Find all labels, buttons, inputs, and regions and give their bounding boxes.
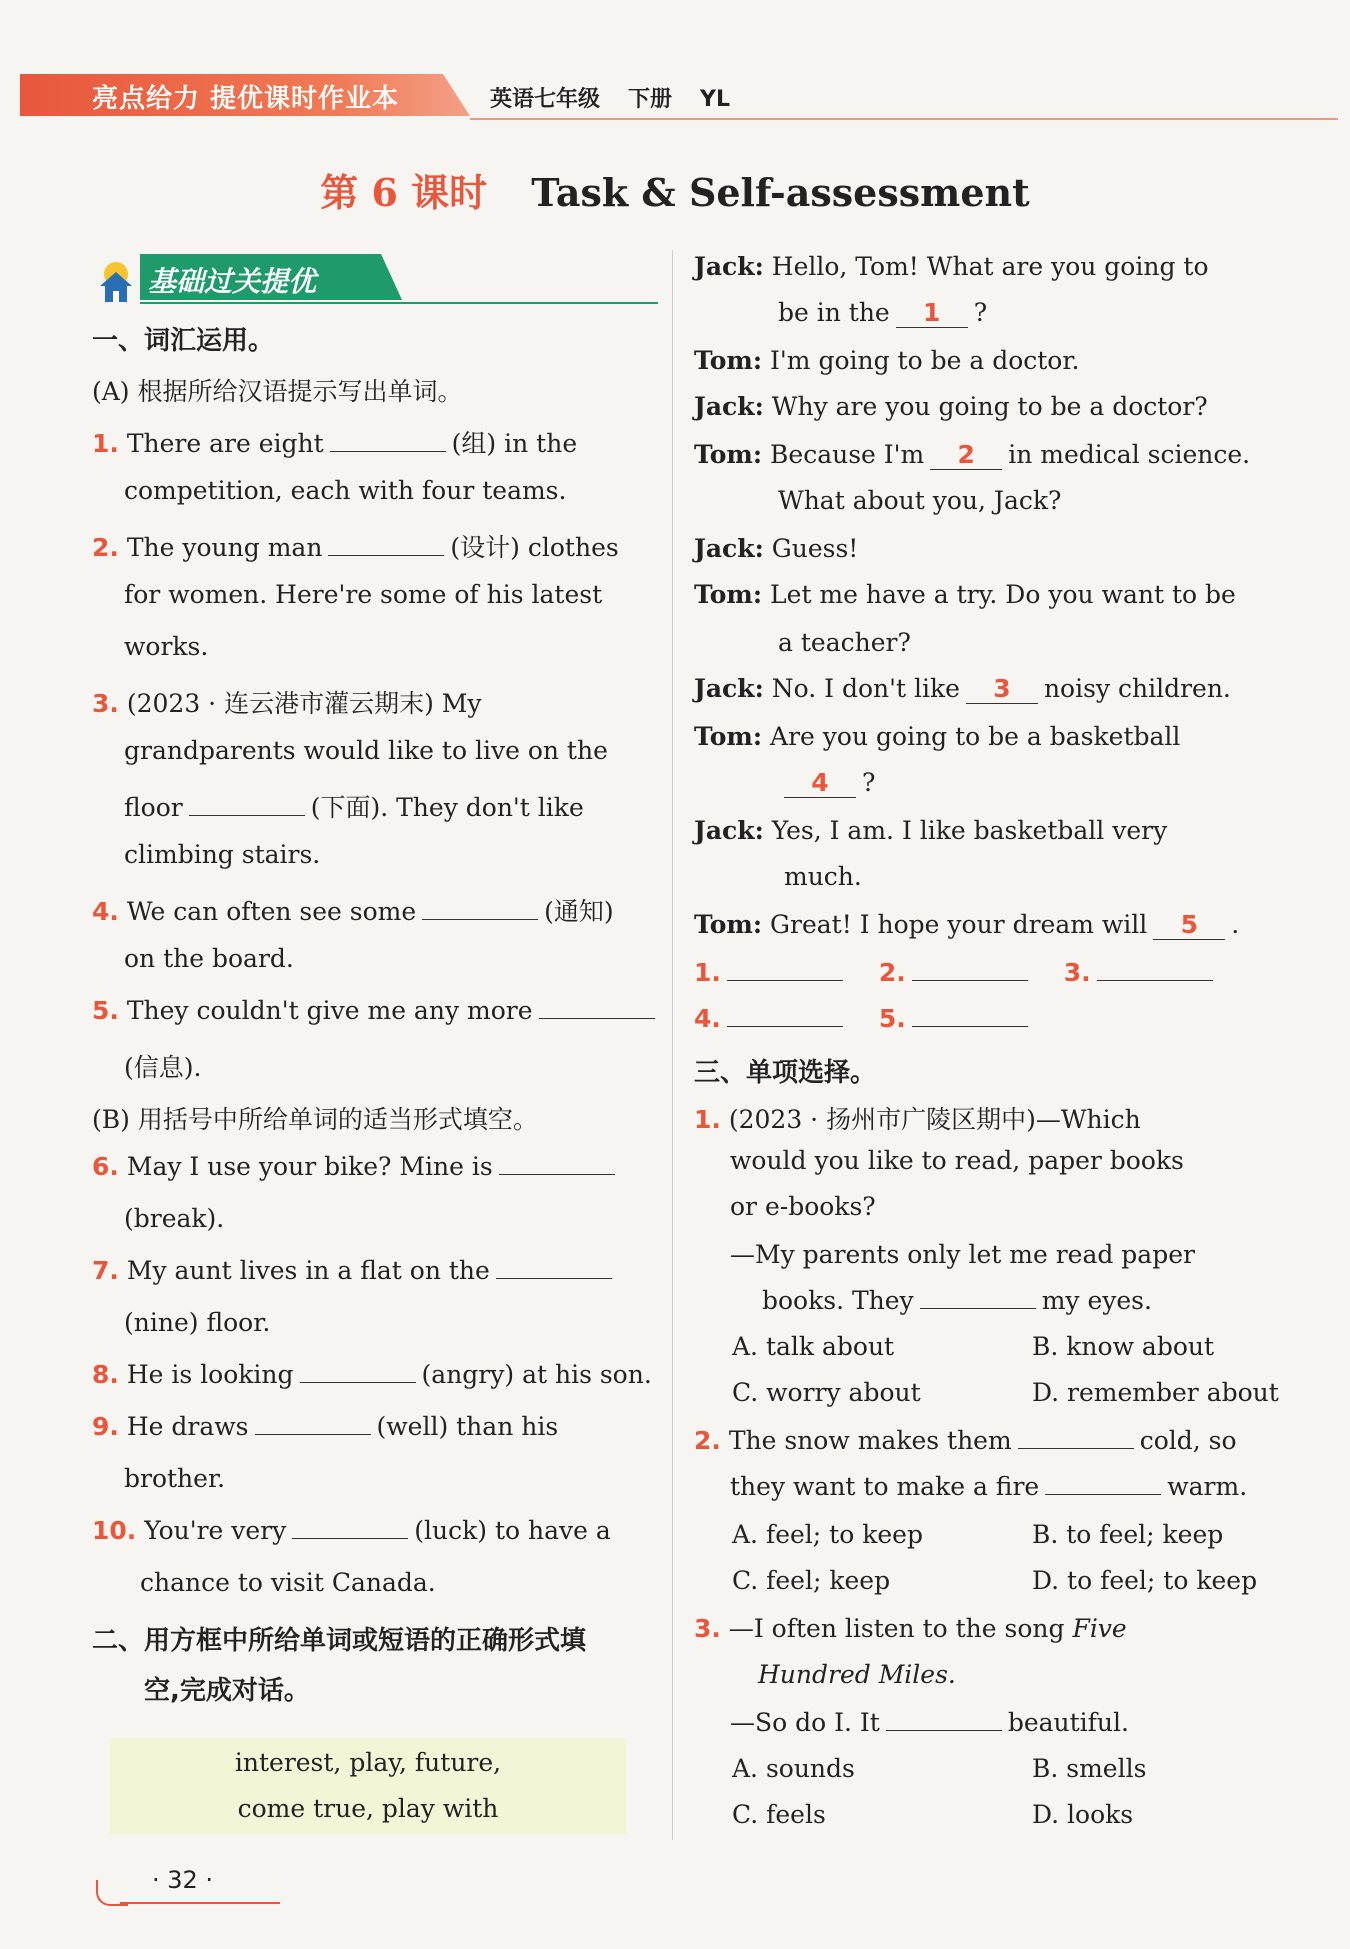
question-2-cont2: works. — [124, 632, 209, 661]
page-title — [0, 162, 1350, 217]
question-9-cont: brother. — [124, 1464, 226, 1493]
mc-question-1-cont2: or e-books? — [730, 1192, 876, 1221]
dialog-line-5: Jack: Guess! — [694, 534, 859, 563]
mc-q3-option-d[interactable]: D. looks — [1032, 1800, 1134, 1829]
header-rule — [470, 118, 1338, 120]
question-9: 9. He draws (well) than his — [92, 1412, 559, 1441]
question-3: 3. (2023 · 连云港市灌云期末) My — [92, 689, 482, 718]
question-3-cont3: climbing stairs. — [124, 840, 321, 869]
question-6-cont: (break). — [124, 1204, 225, 1233]
answer-blank[interactable] — [912, 958, 1028, 981]
mc-question-1-cont4: books. They my eyes. — [762, 1286, 1152, 1315]
answer-blank[interactable] — [727, 958, 843, 981]
mc-question-1-cont: would you like to read, paper books — [730, 1146, 1184, 1175]
question-10: 10. You're very (luck) to have a — [92, 1516, 611, 1545]
mc-question-3-cont2: —So do I. It beautiful. — [730, 1708, 1129, 1737]
answer-slot-5[interactable]: 5 — [1153, 910, 1225, 940]
question-5-cont: (信息). — [124, 1053, 202, 1082]
mc-question-3: 3. —I often listen to the song Five — [694, 1614, 1127, 1643]
question-1-cont: competition, each with four teams. — [124, 476, 567, 505]
header-volume: 下册 — [628, 87, 673, 112]
mc-q1-option-d[interactable]: D. remember about — [1032, 1378, 1279, 1407]
mc-question-1: 1. (2023 · 扬州市广陵区期中)—Which — [694, 1105, 1141, 1134]
header-brand: 亮点给力 提优课时作业本 — [92, 84, 400, 114]
dialog-line-4: Tom: Because I'm 2 in medical science. — [694, 440, 1251, 469]
dialog-line-1: Jack: Hello, Tom! What are you going to — [694, 252, 1209, 281]
dialog-line-1-cont: be in the 1 ? — [778, 298, 988, 327]
dialog-line-9: Jack: Yes, I am. I like basketball very — [694, 816, 1168, 845]
answer-row-1: 1. 2. 3. — [694, 958, 1219, 987]
dialog-line-9-cont: much. — [784, 862, 862, 891]
word-box-line-1: interest, play, future, — [234, 1748, 502, 1777]
answer-blank[interactable] — [328, 533, 444, 556]
question-1: 1. There are eight (组) in the — [92, 429, 578, 458]
answer-blank[interactable] — [499, 1152, 615, 1175]
part1-heading: 一、词汇运用。 — [92, 326, 275, 356]
answer-blank[interactable] — [727, 1004, 843, 1027]
answer-blank[interactable] — [255, 1412, 371, 1435]
banner-rule — [140, 302, 658, 304]
question-4: 4. We can often see some (通知) — [92, 897, 614, 926]
mc-q3-option-a[interactable]: A. sounds — [732, 1754, 855, 1783]
mc-q3-option-c[interactable]: C. feels — [732, 1800, 826, 1829]
answer-blank[interactable] — [1018, 1426, 1134, 1449]
page-number: · 32 · — [152, 1866, 214, 1894]
lesson-topic: Task & Self-assessment — [531, 170, 1030, 215]
question-8: 8. He is looking (angry) at his son. — [92, 1360, 652, 1389]
answer-blank[interactable] — [189, 793, 305, 816]
question-5: 5. They couldn't give me any more — [92, 996, 661, 1025]
mc-question-2: 2. The snow makes them cold, so — [694, 1426, 1237, 1455]
answer-blank[interactable] — [292, 1516, 408, 1539]
answer-blank[interactable] — [912, 1004, 1028, 1027]
dialog-line-3: Jack: Why are you going to be a doctor? — [694, 392, 1208, 421]
answer-blank[interactable] — [330, 429, 446, 452]
question-10-cont: chance to visit Canada. — [140, 1568, 436, 1597]
question-3-cont: grandparents would like to live on the — [124, 736, 608, 765]
part2-heading-cont: 空,完成对话。 — [144, 1676, 310, 1706]
footer-rule — [120, 1902, 280, 1904]
word-box-line-2: come true, play with — [237, 1794, 499, 1823]
house-icon — [96, 260, 136, 306]
mc-q1-option-b[interactable]: B. know about — [1032, 1332, 1215, 1361]
question-2-cont: for women. Here're some of his latest — [124, 580, 603, 609]
lesson-number: 第 6 课时 — [320, 170, 488, 215]
mc-q3-option-b[interactable]: B. smells — [1032, 1754, 1147, 1783]
dialog-line-10: Tom: Great! I hope your dream will 5 . — [694, 910, 1240, 939]
mc-q2-option-b[interactable]: B. to feel; keep — [1032, 1520, 1224, 1549]
word-box — [110, 1738, 626, 1834]
dialog-line-7: Jack: No. I don't like 3 noisy children. — [694, 674, 1231, 703]
answer-blank[interactable] — [920, 1286, 1036, 1309]
header-subtitle — [490, 82, 758, 113]
header-edition: YL — [700, 87, 730, 112]
dialog-line-6: Tom: Let me have a try. Do you want to be — [694, 580, 1236, 609]
mc-q2-option-c[interactable]: C. feel; keep — [732, 1566, 891, 1595]
dialog-line-6-cont: a teacher? — [778, 628, 911, 657]
mc-question-3-cont: Hundred Miles. — [758, 1660, 956, 1689]
answer-blank[interactable] — [1097, 958, 1213, 981]
mc-q2-option-a[interactable]: A. feel; to keep — [732, 1520, 923, 1549]
dialog-line-4-cont: What about you, Jack? — [778, 486, 1062, 515]
dialog-line-8: Tom: Are you going to be a basketball — [694, 722, 1181, 751]
answer-blank[interactable] — [539, 996, 655, 1019]
answer-blank[interactable] — [422, 897, 538, 920]
mc-q1-option-c[interactable]: C. worry about — [732, 1378, 921, 1407]
answer-blank[interactable] — [1045, 1472, 1161, 1495]
header-subject: 英语七年级 — [490, 87, 601, 112]
banner-text: 基础过关提优 — [148, 265, 317, 298]
answer-slot-1[interactable]: 1 — [896, 298, 968, 328]
mc-question-2-cont: they want to make a fire warm. — [730, 1472, 1248, 1501]
question-7: 7. My aunt lives in a flat on the — [92, 1256, 618, 1285]
part1-b-instruction: (B) 用括号中所给单词的适当形式填空。 — [92, 1105, 538, 1134]
answer-row-2: 4. 5. — [694, 1004, 1034, 1033]
part3-heading: 三、单项选择。 — [694, 1058, 877, 1088]
question-3-cont2: floor (下面). They don't like — [124, 793, 584, 822]
question-4-cont: on the board. — [124, 944, 294, 973]
answer-blank[interactable] — [300, 1360, 416, 1383]
question-7-cont: (nine) floor. — [124, 1308, 271, 1337]
part1-a-instruction: (A) 根据所给汉语提示写出单词。 — [92, 377, 463, 406]
column-divider — [672, 250, 673, 1840]
dialog-line-2: Tom: I'm going to be a doctor. — [694, 346, 1080, 375]
answer-slot-2[interactable]: 2 — [930, 440, 1002, 470]
question-6: 6. May I use your bike? Mine is — [92, 1152, 621, 1181]
answer-slot-4[interactable]: 4 — [784, 768, 856, 798]
answer-blank[interactable] — [886, 1708, 1002, 1731]
part2-heading: 二、用方框中所给单词或短语的正确形式填 — [92, 1626, 587, 1656]
dialog-line-8-cont: 4 ? — [778, 768, 875, 798]
mc-question-1-cont3: —My parents only let me read paper — [730, 1240, 1195, 1269]
mc-q1-option-a[interactable]: A. talk about — [732, 1332, 895, 1361]
mc-q2-option-d[interactable]: D. to feel; to keep — [1032, 1566, 1258, 1595]
question-2: 2. The young man (设计) clothes — [92, 533, 619, 562]
answer-slot-3[interactable]: 3 — [966, 674, 1038, 704]
answer-blank[interactable] — [496, 1256, 612, 1279]
